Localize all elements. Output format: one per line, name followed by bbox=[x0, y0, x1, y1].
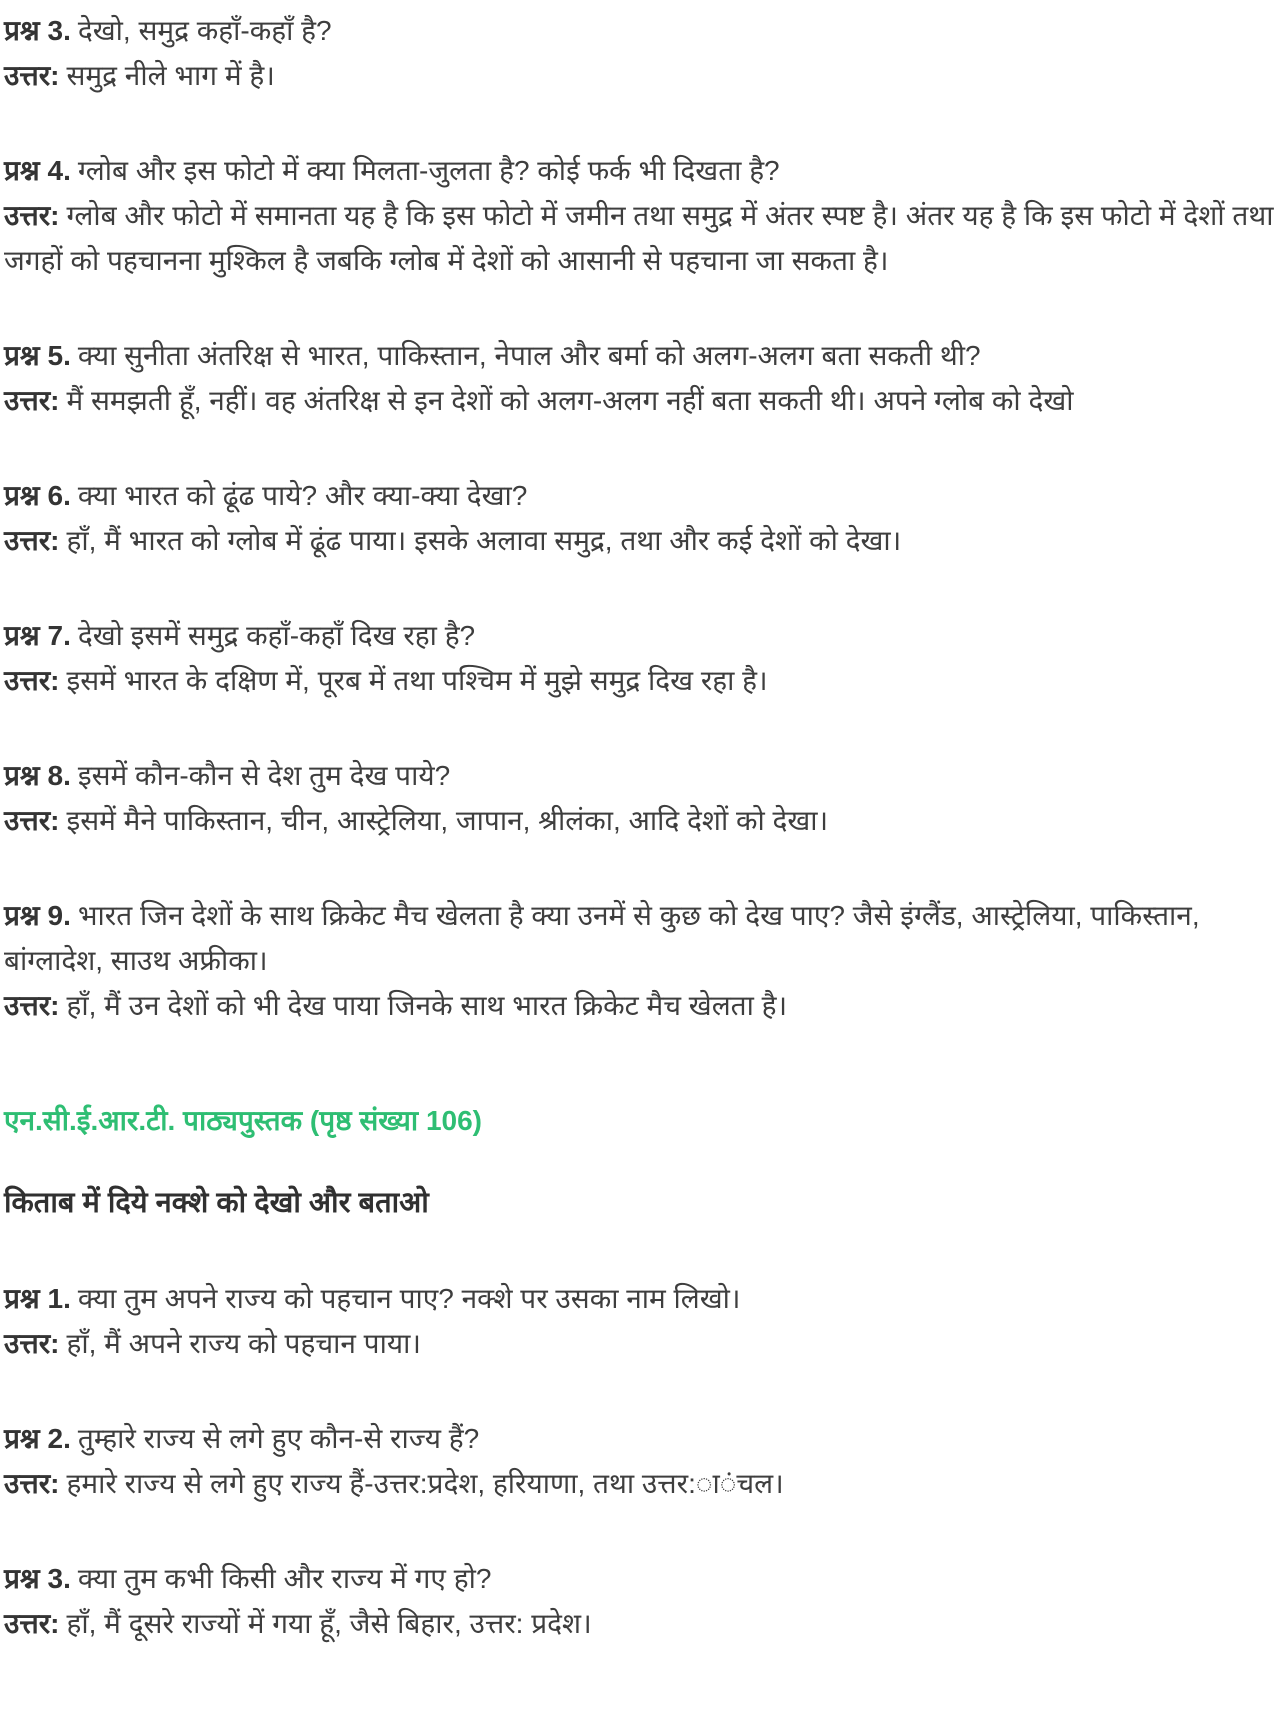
qa-block bbox=[4, 1276, 1281, 1366]
answer-label: उत्तर: bbox=[4, 1328, 60, 1359]
answer-text: हाँ, मैं उन देशों को भी देख पाया जिनके साथ भारत क्रिकेट मैच खेलता है। bbox=[66, 990, 788, 1021]
answer-label: उत्तर: bbox=[4, 385, 60, 416]
question-line bbox=[4, 8, 1281, 53]
qa-block bbox=[4, 148, 1281, 283]
qa-block bbox=[4, 333, 1281, 423]
question-label: प्रश्न 3. bbox=[4, 1563, 71, 1594]
question-label: प्रश्न 3. bbox=[4, 15, 71, 46]
answer-text: हाँ, मैं भारत को ग्लोब में ढूंढ पाया। इसके अलावा समुद्र, तथा और कई देशों को देखा। bbox=[66, 525, 902, 556]
question-label: प्रश्न 5. bbox=[4, 340, 71, 371]
answer-line bbox=[4, 798, 1281, 843]
question-text: देखो, समुद्र कहाँ-कहाँ है? bbox=[77, 15, 332, 46]
answer-line bbox=[4, 658, 1281, 703]
answer-line bbox=[4, 1601, 1281, 1646]
question-text: इसमें कौन-कौन से देश तुम देख पाये? bbox=[77, 760, 451, 791]
question-label: प्रश्न 8. bbox=[4, 760, 71, 791]
answer-text: समुद्र नीले भाग में है। bbox=[66, 60, 275, 91]
question-line bbox=[4, 753, 1281, 798]
answer-label: उत्तर: bbox=[4, 1608, 60, 1639]
question-label: प्रश्न 4. bbox=[4, 155, 71, 186]
question-label: प्रश्न 9. bbox=[4, 900, 71, 931]
answer-text: मैं समझती हूँ, नहीं। वह अंतरिक्ष से इन देशों को अलग-अलग नहीं बता सकती थी। अपने ग्लोब को देखो bbox=[66, 385, 1074, 416]
answer-label: उत्तर: bbox=[4, 665, 60, 696]
qa-block bbox=[4, 613, 1281, 703]
question-text: तुम्हारे राज्य से लगे हुए कौन-से राज्य हैं? bbox=[77, 1423, 480, 1454]
question-label: प्रश्न 7. bbox=[4, 620, 71, 651]
question-text: देखो इसमें समुद्र कहाँ-कहाँ दिख रहा है? bbox=[77, 620, 476, 651]
question-text: क्या सुनीता अंतरिक्ष से भारत, पाकिस्तान, नेपाल और बर्मा को अलग-अलग बता सकती थी? bbox=[77, 340, 981, 371]
question-line bbox=[4, 1276, 1281, 1321]
question-label: प्रश्न 2. bbox=[4, 1423, 71, 1454]
question-text: क्या तुम अपने राज्य को पहचान पाए? नक्शे पर उसका नाम लिखो। bbox=[77, 1283, 741, 1314]
answer-label: उत्तर: bbox=[4, 525, 60, 556]
answer-text: इसमें मैने पाकिस्तान, चीन, आस्ट्रेलिया, जापान, श्रीलंका, आदि देशों को देखा। bbox=[66, 805, 829, 836]
answer-text: ग्लोब और फोटो में समानता यह है कि इस फोटो में जमीन तथा समुद्र में अंतर स्पष्ट है। अंतर यह है कि इस फोटो में देशों तथा जगहों को पहचानना मुश्किल है जबकि ग्लोब में देशों को आसानी से पहचाना जा सकता है। bbox=[4, 200, 1274, 276]
qa-block bbox=[4, 473, 1281, 563]
question-text: भारत जिन देशों के साथ क्रिकेट मैच खेलता है क्या उनमें से कुछ को देख पाए? जैसे इंग्लैंड, आस्ट्रेलिया, पाकिस्तान, बांग्लादेश, साउथ अफ्रीका। bbox=[4, 900, 1200, 976]
ncert-section-heading: एन.सी.ई.आर.टी. पाठ्यपुस्तक (पृष्ठ संख्या 106) bbox=[4, 1105, 482, 1136]
question-label: प्रश्न 1. bbox=[4, 1283, 71, 1314]
answer-line bbox=[4, 378, 1281, 423]
answer-text: हाँ, मैं अपने राज्य को पहचान पाया। bbox=[66, 1328, 421, 1359]
question-text: क्या भारत को ढूंढ पाये? और क्या-क्या देखा? bbox=[77, 480, 528, 511]
answer-label: उत्तर: bbox=[4, 990, 60, 1021]
answer-line bbox=[4, 518, 1281, 563]
answer-text: हाँ, मैं दूसरे राज्यों में गया हूँ, जैसे बिहार, उत्तर: प्रदेश। bbox=[66, 1608, 592, 1639]
answer-label: उत्तर: bbox=[4, 1468, 60, 1499]
answer-line bbox=[4, 1461, 1281, 1506]
answer-line bbox=[4, 53, 1281, 98]
question-line bbox=[4, 893, 1281, 983]
qa-block bbox=[4, 8, 1281, 98]
answer-line bbox=[4, 1321, 1281, 1366]
qa-block bbox=[4, 1556, 1281, 1646]
question-line bbox=[4, 333, 1281, 378]
sub-heading: किताब में दिये नक्शे को देखो और बताओ bbox=[4, 1187, 429, 1219]
question-label: प्रश्न 6. bbox=[4, 480, 71, 511]
answer-text: हमारे राज्य से लगे हुए राज्य हैं-उत्तर:प्रदेश, हरियाणा, तथा उत्तर:◌ा◌ंचल। bbox=[66, 1468, 784, 1499]
question-line bbox=[4, 1416, 1281, 1461]
question-line bbox=[4, 613, 1281, 658]
answer-label: उत्तर: bbox=[4, 805, 60, 836]
question-line bbox=[4, 148, 1281, 193]
question-text: क्या तुम कभी किसी और राज्य में गए हो? bbox=[77, 1563, 492, 1594]
answer-line bbox=[4, 193, 1281, 283]
question-text: ग्लोब और इस फोटो में क्या मिलता-जुलता है? कोई फर्क भी दिखता है? bbox=[77, 155, 780, 186]
qa-block bbox=[4, 753, 1281, 843]
answer-text: इसमें भारत के दक्षिण में, पूरब में तथा पश्चिम में मुझे समुद्र दिख रहा है। bbox=[66, 665, 768, 696]
qa-block bbox=[4, 893, 1281, 1028]
answer-line bbox=[4, 983, 1281, 1028]
qa-block bbox=[4, 1416, 1281, 1506]
answer-label: उत्तर: bbox=[4, 60, 60, 91]
question-line bbox=[4, 473, 1281, 518]
question-line bbox=[4, 1556, 1281, 1601]
answer-label: उत्तर: bbox=[4, 200, 60, 231]
